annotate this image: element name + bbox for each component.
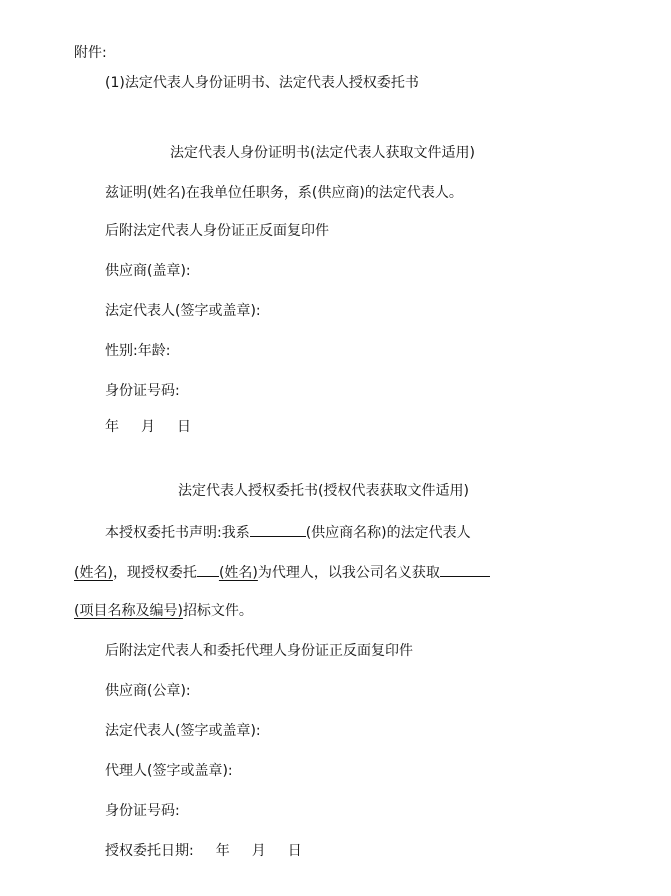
auth-date-month: 月 — [251, 843, 266, 859]
cert-line-1: 兹证明(姓名)在我单位任职务，系(供应商)的法定代表人。 — [105, 185, 463, 201]
auth-date-label: 授权委托日期: — [105, 843, 194, 859]
auth-p2-text-d: 为代理人，以我公司名义获取 — [257, 565, 440, 581]
auth-legal-rep-field: 法定代表人(签字或盖章): — [105, 723, 261, 739]
auth-agent-name-blank — [197, 562, 219, 577]
auth-date-year: 年 — [215, 843, 230, 859]
cert-legal-rep-field: 法定代表人(签字或盖章): — [105, 303, 261, 319]
cert-id-number-field: 身份证号码: — [105, 383, 180, 399]
auth-p3-text-b: 招标文件。 — [182, 603, 253, 619]
auth-p2-text-b: ，现授权委托 — [112, 565, 197, 581]
cert-line-2: 后附法定代表人身份证正反面复印件 — [105, 223, 329, 239]
auth-title: 法定代表人授权委托书(授权代表获取文件适用) — [178, 483, 469, 499]
attachment-item-1: (1)法定代表人身份证明书、法定代表人授权委托书 — [105, 75, 419, 91]
auth-project-blank — [440, 562, 490, 577]
auth-paragraph-line-1 — [105, 522, 471, 542]
cert-date-day: 日 — [177, 419, 191, 435]
auth-date-field — [105, 842, 302, 860]
cert-supplier-field: 供应商(盖章): — [105, 263, 191, 279]
auth-date-day: 日 — [287, 843, 302, 859]
auth-supplier-field: 供应商(公章): — [105, 683, 191, 699]
auth-paragraph-line-2 — [74, 562, 490, 582]
auth-legal-rep-name: (姓名) — [74, 565, 113, 581]
auth-agent-name: (姓名) — [218, 565, 258, 581]
auth-paragraph-line-3 — [74, 602, 253, 620]
auth-copy-line: 后附法定代表人和委托代理人身份证正反面复印件 — [105, 643, 413, 659]
cert-date-month: 月 — [141, 419, 155, 435]
cert-date-year: 年 — [105, 419, 119, 435]
auth-agent-field: 代理人(签字或盖章): — [105, 763, 233, 779]
auth-supplier-name-blank — [250, 522, 306, 537]
auth-id-number-field: 身份证号码: — [105, 803, 180, 819]
cert-title: 法定代表人身份证明书(法定代表人获取文件适用) — [170, 145, 475, 161]
auth-p1-text-b: (供应商名称)的法定代表人 — [305, 525, 471, 541]
auth-p1-text-a: 本授权委托书声明:我系 — [105, 525, 250, 541]
auth-project-name: (项目名称及编号) — [74, 603, 183, 619]
cert-date — [105, 418, 191, 436]
attachment-label: 附件: — [74, 45, 107, 61]
cert-gender-age-field: 性别:年龄: — [105, 343, 171, 359]
